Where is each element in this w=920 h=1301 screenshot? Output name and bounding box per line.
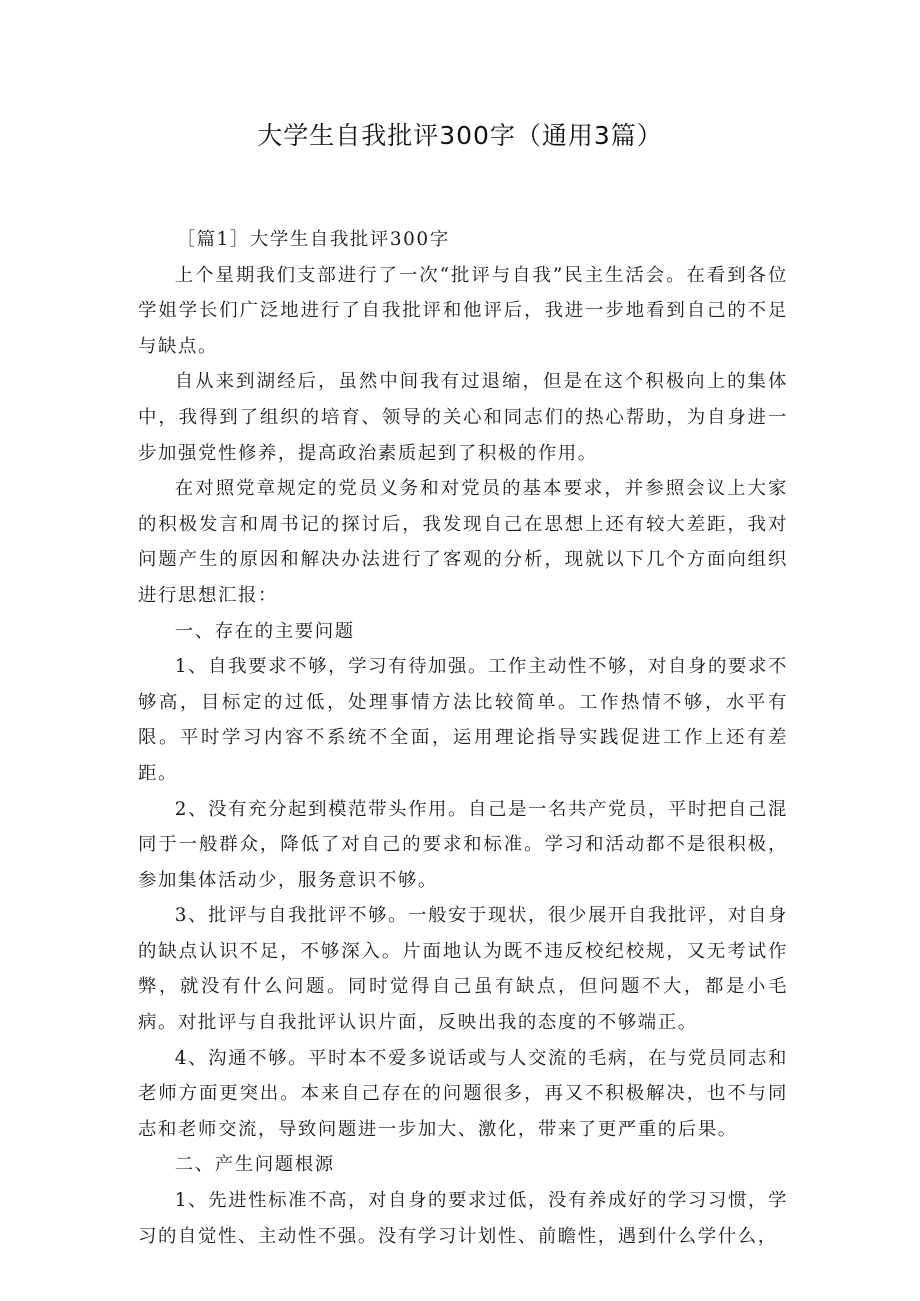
document-title: 大学生自我批评300字（通用3篇） <box>257 121 663 150</box>
paragraph: 在对照党章规定的党员义务和对党员的基本要求，并参照会议上大家的积极发言和周书记的探讨后，我发现自己在思想上还有较大差距，我对问题产生的原因和解决办法进行了客观的分析，现就以下几个方面向组织进行思想汇报： <box>138 478 788 606</box>
subheading: 一、存在的主要问题 <box>174 620 355 642</box>
paragraph: 3、批评与自我批评不够。一般安于现状，很少展开自我批评，对自身的缺点认识不足，不够深入。片面地认为既不违反校纪校规，又无考试作弊，就没有什么问题。同时觉得自己虽有缺点，但问题不大，都是小毛病。对批评与自我批评认识片面，反映出我的态度的不够端正。 <box>138 905 788 1034</box>
paragraph: 2、没有充分起到模范带头作用。自己是一名共产党员，平时把自己混同于一般群众，降低了对自己的要求和标准。学习和活动都不是很积极，参加集体活动少，服务意识不够。 <box>138 798 788 891</box>
paragraph: 上个星期我们支部进行了一次“批评与自我”民主生活会。在看到各位学姐学长们广泛地进行了自我批评和他评后，我进一步地看到自己的不足与缺点。 <box>138 264 788 357</box>
paragraph: 自从来到湖经后，虽然中间我有过退缩，但是在这个积极向上的集体中，我得到了组织的培育、领导的关心和同志们的热心帮助，为自身进一步加强党性修养，提高政治素质起到了积极的作用。 <box>138 371 788 464</box>
document-body <box>138 222 788 1254</box>
subheading: 二、产生问题根源 <box>174 1154 335 1176</box>
paragraph: 4、沟通不够。平时本不爱多说话或与人交流的毛病，在与党员同志和老师方面更突出。本来自己存在的问题很多，再又不积极解决，也不与同志和老师交流，导致问题进一步加大、激化，带来了更严重的后果。 <box>138 1047 788 1140</box>
paragraph: 1、自我要求不够，学习有待加强。工作主动性不够，对自身的要求不够高，目标定的过低，处理事情方法比较简单。工作热情不够，水平有限。平时学习内容不系统不全面，运用理论指导实践促进工作上还有差距。 <box>138 656 788 784</box>
section-heading: ［篇1］大学生自我批评300字 <box>176 229 450 250</box>
paragraph: 1、先进性标准不高，对自身的要求过低，没有养成好的学习习惯，学习的自觉性、主动性不强。没有学习计划性、前瞻性，遇到什么学什么， <box>138 1190 788 1247</box>
